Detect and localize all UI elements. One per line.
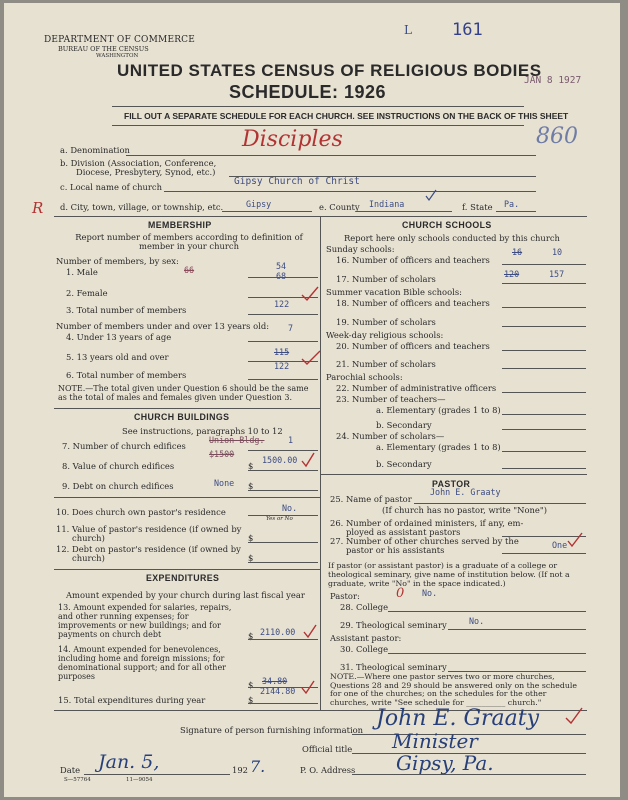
q7-label: 7. Number of church edifices [62, 441, 186, 451]
q16-old-value: 16 [512, 247, 523, 257]
q26-label-2: ployed as assistant pastors [346, 527, 461, 537]
file-number: 161 [452, 20, 483, 40]
q17-value: 157 [549, 269, 565, 279]
county-label: e. County [319, 202, 360, 212]
q24-label: 24. Number of scholars— [336, 431, 445, 441]
q10-label: 10. Does church own pastor's residence [56, 507, 226, 517]
form-title: UNITED STATES CENSUS OF RELIGIOUS BODIES [117, 61, 542, 80]
q29-label: 29. Theological seminary [340, 620, 447, 630]
q23a-label: a. Elementary (grades 1 to 8) [376, 405, 501, 415]
q24a-label: a. Elementary (grades 1 to 8) [376, 442, 501, 452]
q23-label: 23. Number of teachers— [336, 394, 446, 404]
q6-value: 122 [274, 361, 290, 371]
q7-value: 1 [288, 435, 294, 445]
q24b-label: b. Secondary [376, 459, 432, 469]
check-mark-icon [302, 623, 318, 639]
q8-value: 1500.00 [262, 455, 298, 465]
check-mark-icon [300, 349, 322, 367]
check-mark-icon [300, 285, 320, 303]
division-label: b. Division (Association, Conference, [60, 158, 217, 168]
q16-label: 16. Number of officers and teachers [336, 255, 490, 265]
q5-label: 5. 13 years old and over [66, 352, 169, 362]
q12-label-2: church) [72, 553, 105, 563]
q23b-label: b. Secondary [376, 420, 432, 430]
q1-old-value: 66 [184, 265, 195, 275]
census-schedule-sheet: DEPARTMENT OF COMMERCE BUREAU OF THE CENSUS WASHINGTON L 161 JAN 8 1927 UNITED STATES CENSUS OF RELIGIOUS BODIES SCHEDULE: 1926 FILL OUT A SEPARATE SCHEDULE FOR EACH CHURCH. SEE INSTRUCTIONS ON THE BACK OF THIS SHEET a. Denomination Disciples 860 b. Division (Association, Conference, Diocese, Presbytery, Synod, etc.) c. Local name of church Gipsy Church of Christ R d. City, town, village, or township, etc. Gipsy e. County Indiana f. State Pa. MEMBERSHIP Report number of members according to definition of member in your church Number of members, by sex: 1. Male 66 54 68 2. Female 3. Total number of members 122 Number of members under and over 13 years old: 4. Under 13 years of age 7 5. 13 years old and over 115 6. Total number of members 122 NOTE.—The total given under Question 6 should be the same as the total of males and females given under Question 3. CHURCH BUILDINGS See instructions, paragraphs 10 to 12 7. Number of church edifices Union Bldg. 1 8. Value of church edifices $1500 $ 1500.00 9. Debt on church edifices None $ 10. Does church own pastor's residence No. Yes or No 11. Value of pastor's residence (if owned by church) $ 12. Debt on pastor's residence (if owned by church) $ EXPENDITURES Amount expended by your church during last fiscal year 13. Amount expended for salaries, repairs, and other running expenses; for improvements or new buildings; and for payments on church debt $ 2110.00 14. Amount expended for benevolences, including home and foreign missions; for denominational support; and for all other purposes $ 34.80 15. Total expenditures during year $ 2144.80 CHURCH SCHOOLS Report here only schools conducted by this church Sunday schools: 16. Number of officers and teachers 16 10 17. Number of scholars 120 157 Summer vacation Bible schools: 18. Number of officers and teachers 19. Number of scholars Week-day religious schools: 20. Number of officers and teachers 21. Number of scholars Parochial schools: 22. Number of administrative officers 23. Number of teachers— a. Elementary (grades 1 to 8) b. Secondary 24. Number of scholars— a. Elementary (grades 1 to 8) b. Secondary PASTOR 25. Name of pastor John E. Graaty (If church has no pastor, write "None") 26. Number of ordained ministers, if any, em- ployed as assistant pastors 27. Number of other churches served by the pastor or his assistants One If pastor (or assistant pastor) is a graduate of a college or theological seminary, give name of institution below. (If not a graduate, write "No" in the space indicated.) Pastor: 0 No. 28. College 29. Theological seminary No. Assistant pastor: 30. College 31. Theological seminary NOTE.—Where one pastor serves two or more churches, Questions 28 and 29 should be answered only on the schedule for one of the churches; on the schedules for the other churches, write "See schedule for __________ church." Signature of person furnishing information John E. Graaty Official title Minister Date Jan. 5, 192 7. P. O. Address Gipsy, Pa. S—57764 11—9054 [4, 3, 620, 797]
q25-hint: (If church has no pastor, write "None") [382, 505, 548, 515]
q18-label: 18. Number of officers and teachers [336, 298, 490, 308]
q5-value: 115 [274, 347, 290, 357]
membership-by-sex: Number of members, by sex: [56, 256, 179, 266]
pastor-mark: 0 [396, 586, 405, 601]
schools-summer: Summer vacation Bible schools: [326, 287, 462, 297]
margin-mark: R [32, 199, 44, 217]
q11-label: 11. Value of pastor's residence (if owned by [56, 524, 242, 534]
county-value: Indiana [369, 199, 405, 209]
schedule-title: SCHEDULE: 1926 [229, 82, 387, 102]
schools-parochial: Parochial schools: [326, 372, 403, 382]
schools-title: CHURCH SCHOOLS [402, 220, 492, 230]
q21-label: 21. Number of scholars [336, 359, 436, 369]
check-mark-icon [300, 679, 316, 695]
buildings-title: CHURCH BUILDINGS [134, 412, 230, 422]
official-title-label: Official title [302, 744, 353, 754]
q29-value: No. [469, 616, 485, 626]
pastor-title: PASTOR [432, 479, 471, 489]
q14-value: 34.80 [262, 676, 288, 686]
q17-old-value: 120 [504, 269, 520, 279]
form-code: S—57764 [64, 777, 91, 783]
q10-value: No. [282, 503, 298, 513]
corner-code: L [404, 23, 412, 37]
q3-label: 3. Total number of members [66, 305, 187, 315]
assistant-pastor-label: Assistant pastor: [330, 633, 402, 643]
q11-label-2: church) [72, 533, 105, 543]
denomination-label: a. Denomination [60, 145, 130, 155]
year-prefix: 192 [232, 765, 248, 775]
q27-label: 27. Number of other churches served by the [330, 536, 519, 546]
schools-sunday: Sunday schools: [326, 244, 395, 254]
check-mark-icon [564, 706, 584, 726]
membership-note: NOTE.—The total given under Question 6 should be the same as the total of males and females given under Question 3. [58, 384, 309, 402]
q2-value: 68 [276, 271, 287, 281]
signature-value: John E. Graaty [376, 706, 540, 731]
q15-value: 2144.80 [260, 686, 296, 696]
membership-title: MEMBERSHIP [148, 220, 212, 230]
q25-label: 25. Name of pastor [330, 494, 412, 504]
q15-label: 15. Total expenditures during year [58, 695, 206, 705]
q12-label: 12. Debt on pastor's residence (if owned by [56, 544, 241, 554]
q31-label: 31. Theological seminary [340, 662, 447, 672]
q28-label: 28. College [340, 602, 389, 612]
buildings-intro: See instructions, paragraphs 10 to 12 [122, 426, 283, 436]
po-address-value: Gipsy, Pa. [396, 751, 494, 775]
q19-label: 19. Number of scholars [336, 317, 436, 327]
denomination-value: Disciples [242, 127, 343, 152]
received-stamp: JAN 8 1927 [524, 75, 582, 86]
q28-value: No. [422, 588, 438, 598]
q2-label: 2. Female [66, 288, 108, 298]
q20-label: 20. Number of officers and teachers [336, 341, 490, 351]
membership-by-age: Number of members under and over 13 years old: [56, 321, 270, 331]
q13-label: 13. Amount expended for salaries, repairs, and other running expenses; for improvements or new buildings; and for payments on church debt [58, 603, 232, 639]
city-label: WASHINGTON [96, 53, 139, 59]
q16-value: 10 [552, 247, 563, 257]
q3-value: 122 [274, 299, 290, 309]
q30-label: 30. College [340, 644, 389, 654]
q4-value: 7 [288, 323, 294, 333]
q13-value: 2110.00 [260, 627, 296, 637]
date-value: Jan. 5, [98, 751, 160, 773]
q6-label: 6. Total number of members [66, 370, 187, 380]
q9-label: 9. Debt on church edifices [62, 481, 174, 491]
city-value: Gipsy [246, 199, 272, 209]
q27-value: One [552, 540, 568, 550]
q8-label: 8. Value of church edifices [62, 461, 175, 471]
department-label: DEPARTMENT OF COMMERCE [44, 35, 196, 45]
official-title-value: Minister [392, 729, 478, 753]
state-value: Pa. [504, 199, 520, 209]
q9-value: None [214, 478, 235, 488]
q4-label: 4. Under 13 years of age [66, 332, 172, 342]
q26-label: 26. Number of ordained ministers, if any, em- [330, 518, 524, 528]
q25-value: John E. Graaty [430, 487, 501, 497]
q17-label: 17. Number of scholars [336, 274, 436, 284]
form-code-2: 11—9054 [126, 777, 153, 783]
q14-label: 14. Amount expended for benevolences, including home and foreign missions; for denominational support; and for all other purposes [58, 645, 226, 681]
q1-value: 54 [276, 261, 287, 271]
q8-old-value: $1500 [209, 449, 235, 459]
year-value: 7. [250, 757, 266, 776]
q22-label: 22. Number of administrative officers [336, 383, 497, 393]
q27-label-2: pastor or his assistants [346, 545, 445, 555]
expenditures-title: EXPENDITURES [146, 573, 220, 583]
po-address-label: P. O. Address [300, 765, 356, 775]
local-name-label: c. Local name of church [60, 182, 162, 192]
denomination-code: 860 [536, 124, 578, 149]
membership-intro: Report number of members according to definition of member in your church [75, 232, 303, 251]
city-label-field: d. City, town, village, or township, etc. [60, 202, 224, 212]
q7-old-value: Union Bldg. [209, 435, 265, 445]
q10-hint: Yes or No [266, 516, 293, 522]
state-label: f. State [462, 202, 493, 212]
check-mark-icon [300, 451, 316, 469]
local-name-value: Gipsy Church of Christ [234, 176, 360, 187]
division-label-2: Diocese, Presbytery, Synod, etc.) [76, 167, 216, 177]
check-mark-icon [566, 531, 584, 549]
check-mark-icon [424, 188, 438, 202]
schools-weekday: Week-day religious schools: [326, 330, 444, 340]
date-label: Date [60, 765, 81, 775]
expenditures-intro: Amount expended by your church during last fiscal year [66, 590, 305, 600]
pastor-note: NOTE.—Where one pastor serves two or more churches, Questions 28 and 29 should be answered only on the schedule for one of the churches; on the schedules for the other churches, write "See schedule for __________ church." [330, 672, 578, 707]
schools-intro: Report here only schools conducted by this church [344, 233, 560, 243]
signature-label: Signature of person furnishing information [180, 725, 364, 735]
pastor-label: Pastor: [330, 591, 360, 601]
bureau-label: BUREAU OF THE CENSUS [58, 45, 149, 53]
instruction-line: FILL OUT A SEPARATE SCHEDULE FOR EACH CHURCH. SEE INSTRUCTIONS ON THE BACK OF THIS SHEET [124, 111, 569, 121]
pastor-graduate-note: If pastor (or assistant pastor) is a graduate of a college or theological seminary, give name of institution below. (If not a graduate, write "No" in the space indicated.) [328, 561, 570, 588]
q1-label: 1. Male [66, 267, 98, 277]
